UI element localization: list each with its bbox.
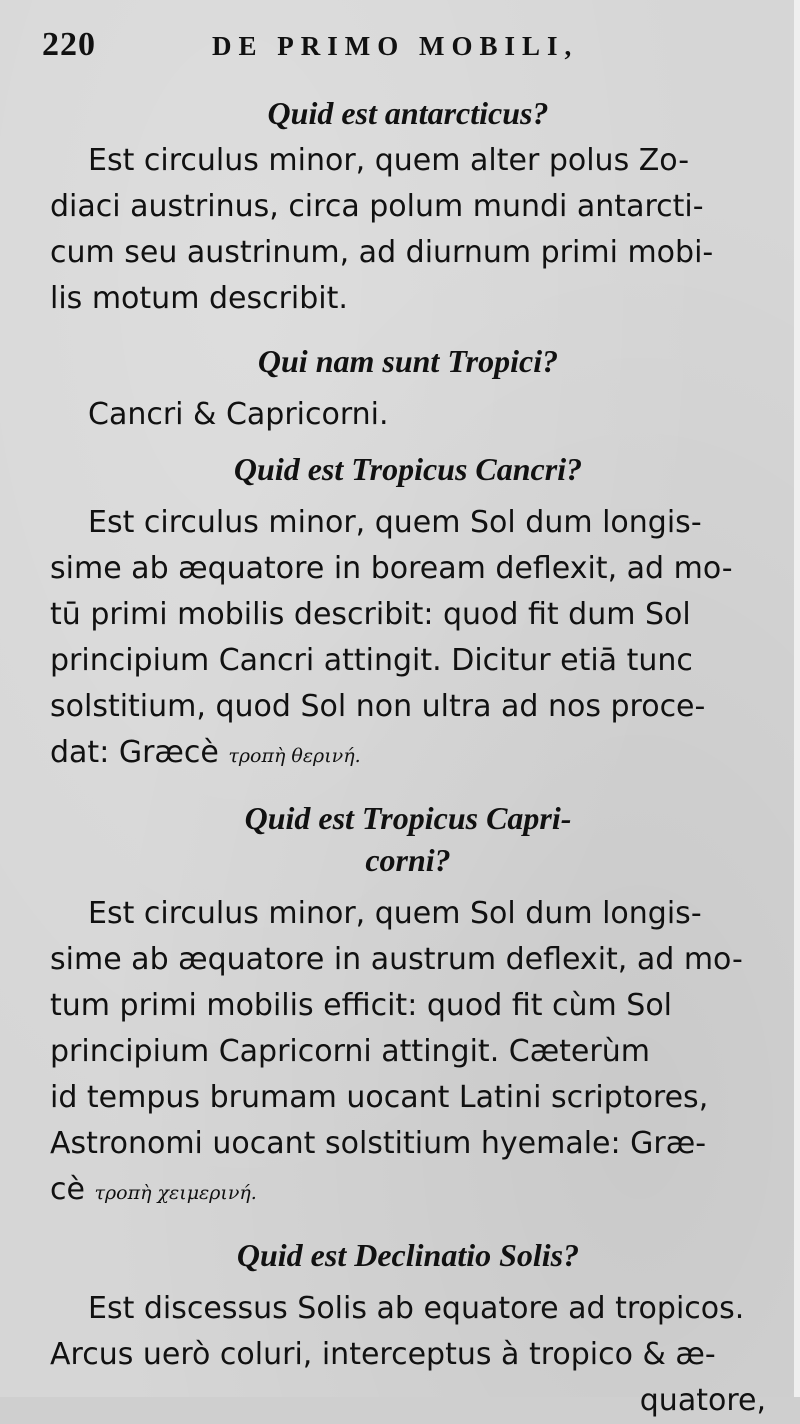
- question-heading: [50, 92, 766, 134]
- question-heading: [50, 797, 766, 881]
- text-line: Est circulus minor, quem alter polus Zo-: [88, 143, 690, 178]
- question-heading: [50, 448, 766, 490]
- question-line: Quid est Declinatio Solis?: [236, 1237, 580, 1273]
- greek-text: τροπὴ χειμερινή.: [94, 1182, 257, 1204]
- question-line: Qui nam sunt Tropici?: [257, 343, 559, 379]
- text-line: sime ab æquatore in boream deflexit, ad mo-: [50, 551, 733, 586]
- text-line: [50, 1167, 766, 1216]
- text-line: Arcus uerò coluri, interceptus à tropico & æ-: [50, 1337, 716, 1372]
- question-line: Quid est Tropicus Capri-: [244, 800, 572, 836]
- running-head: DE PRIMO MOBILI,: [212, 31, 579, 61]
- answer-paragraph: [50, 1286, 766, 1424]
- text-fragment: cè: [50, 1172, 85, 1207]
- page-header: [42, 26, 642, 70]
- text-line: Est circulus minor, quem Sol dum longis-: [88, 505, 702, 540]
- text-line: [50, 730, 766, 779]
- text-line: cum seu austrinum, ad diurnum primi mobi-: [50, 235, 714, 270]
- text-line: diaci austrinus, circa polum mundi antarcti-: [50, 189, 704, 224]
- question-line: Quid est Tropicus Cancri?: [233, 451, 583, 487]
- text-line: Astronomi uocant solstitium hyemale: Græ-: [50, 1126, 707, 1161]
- text-line: lis motum describit.: [50, 281, 348, 316]
- answer-paragraph: [50, 891, 766, 1216]
- text-line: Cancri & Capricorni.: [88, 397, 389, 432]
- text-line: quatore,: [639, 1383, 766, 1418]
- text-line: tum primi mobilis efficit: quod fit cùm Sol: [50, 988, 673, 1023]
- question-heading: [50, 340, 766, 382]
- greek-text: τροπὴ θερινή.: [228, 745, 361, 767]
- text-line: id tempus brumam uocant Latini scriptores,: [50, 1080, 709, 1115]
- page-number: 220: [42, 26, 96, 63]
- text-line: principium Cancri attingit. Dicitur etiā tunc: [50, 643, 693, 678]
- page-body: [50, 92, 766, 1424]
- text-line: Est discessus Solis ab equatore ad tropicos.: [88, 1291, 745, 1326]
- text-line: sime ab æquatore in austrum deflexit, ad mo-: [50, 942, 743, 977]
- text-line: solstitium, quod Sol non ultra ad nos proce-: [50, 689, 706, 724]
- text-line: tū primi mobilis describit: quod fit dum Sol: [50, 597, 691, 632]
- question-line: Quid est antarcticus?: [267, 95, 549, 131]
- answer-paragraph: [50, 138, 766, 322]
- text-fragment: dat: Græcè: [50, 735, 219, 770]
- text-line: Est circulus minor, quem Sol dum longis-: [88, 896, 702, 931]
- question-heading: [50, 1234, 766, 1276]
- answer-paragraph: [50, 392, 766, 438]
- question-line: corni?: [365, 842, 451, 878]
- page-edge: [794, 0, 800, 1397]
- text-line: principium Capricorni attingit. Cæterùm: [50, 1034, 650, 1069]
- answer-paragraph: [50, 500, 766, 779]
